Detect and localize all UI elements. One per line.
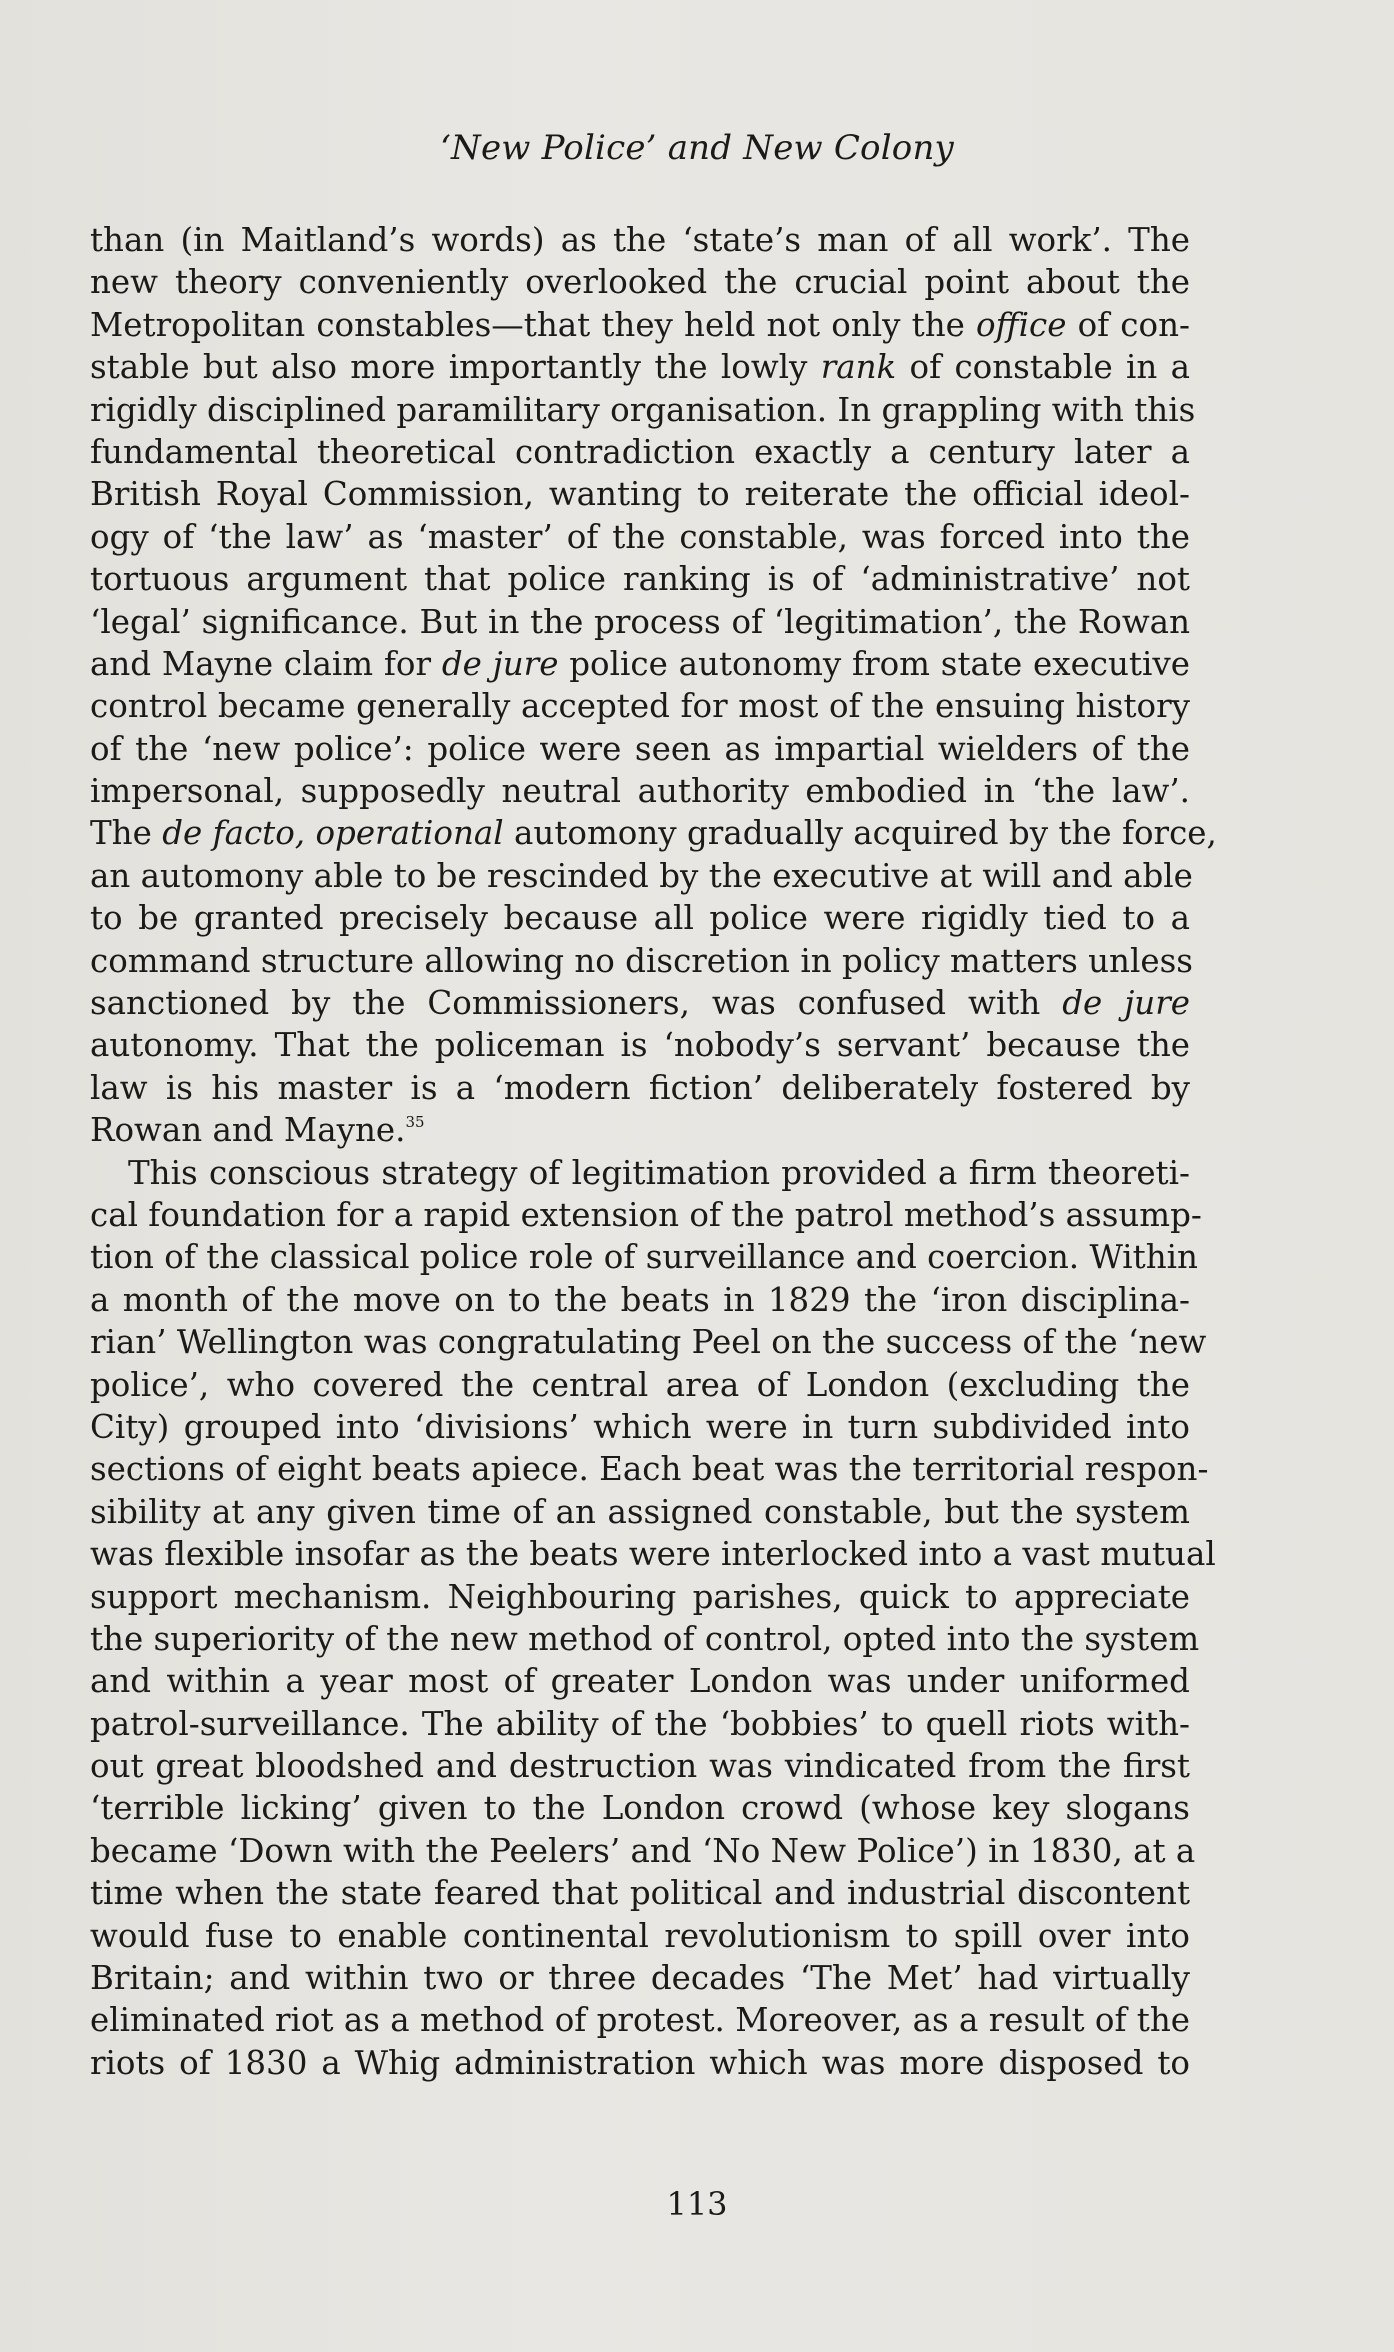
text-line xyxy=(90,728,1190,770)
text-fragment: of the ‘new police’: police were seen as impartial wielders of the xyxy=(90,729,1190,768)
text-fragment: ‘legal’ significance. But in the process of ‘legitimation’, the Rowan xyxy=(90,602,1190,641)
text-fragment: British Royal Commission, wanting to reiterate the official ideol- xyxy=(90,475,1190,514)
text-line xyxy=(90,304,1190,346)
text-line xyxy=(90,1660,1190,1702)
text-line xyxy=(90,1152,1190,1194)
paragraph xyxy=(90,219,1217,1152)
text-fragment: Rowan and Mayne. xyxy=(90,1111,406,1150)
text-line xyxy=(90,940,1193,982)
text-line xyxy=(90,516,1190,558)
text-fragment: The xyxy=(90,814,163,853)
text-line xyxy=(90,685,1190,727)
text-fragment: stable but also more importantly the lowly xyxy=(90,348,821,387)
text-fragment: control became generally accepted for most of the ensuing history xyxy=(90,687,1190,726)
text-fragment: City) grouped into ‘divisions’ which were in turn subdivided into xyxy=(90,1407,1190,1446)
text-line xyxy=(90,431,1190,473)
italic-text: office xyxy=(976,305,1067,344)
text-line xyxy=(90,1448,1209,1490)
text-fragment: was flexible insofar as the beats were interlocked into a vast mutual xyxy=(90,1535,1216,1574)
text-fragment: and Mayne claim for xyxy=(90,644,442,683)
italic-text: de jure xyxy=(1062,984,1190,1023)
text-fragment: command structure allowing no discretion in policy matters unless xyxy=(90,941,1193,980)
text-fragment: support mechanism. Neighbouring parishes, quick to appreciate xyxy=(90,1577,1190,1616)
text-line xyxy=(90,1957,1190,1999)
text-fragment: new theory conveniently overlooked the crucial point about the xyxy=(90,263,1190,302)
text-fragment: law is his master is a ‘modern fiction’ deliberately fostered by xyxy=(90,1068,1190,1107)
text-fragment: sections of eight beats apiece. Each beat was the territorial respon- xyxy=(90,1450,1209,1489)
text-fragment: eliminated riot as a method of protest. Moreover, as a result of the xyxy=(90,2001,1191,2040)
text-line xyxy=(90,1915,1190,1957)
text-fragment: tion of the classical police role of surveillance and coercion. Within xyxy=(90,1238,1198,1277)
text-line xyxy=(90,855,1193,897)
text-line xyxy=(90,643,1190,685)
text-fragment: Metropolitan constables—that they held not only the xyxy=(90,305,976,344)
text-line xyxy=(90,1279,1190,1321)
text-fragment: became ‘Down with the Peelers’ and ‘No New Police’) in 1830, at a xyxy=(90,1831,1196,1870)
text-fragment: impersonal, supposedly neutral authority embodied in ‘the law’. xyxy=(90,772,1190,811)
paragraph xyxy=(90,1152,1216,2085)
text-fragment: to be granted precisely because all police were rigidly tied to a xyxy=(90,899,1190,938)
text-line xyxy=(90,1999,1190,2041)
text-line xyxy=(90,1618,1200,1660)
text-fragment: and within a year most of greater London was under uniformed xyxy=(90,1662,1190,1701)
text-line xyxy=(90,1703,1190,1745)
text-line xyxy=(90,1872,1190,1914)
text-fragment: sibility at any given time of an assigned constable, but the system xyxy=(90,1492,1190,1531)
text-fragment: rian’ Wellington was congratulating Peel on the success of the ‘new xyxy=(90,1323,1207,1362)
text-line xyxy=(90,1745,1190,1787)
text-line xyxy=(90,1406,1190,1448)
text-line xyxy=(90,982,1190,1024)
text-line xyxy=(90,389,1196,431)
text-line xyxy=(90,346,1190,388)
text-line xyxy=(90,1067,1190,1109)
footnote-marker: 35 xyxy=(405,1113,425,1132)
text-line xyxy=(90,1364,1190,1406)
text-line xyxy=(90,812,1217,854)
text-fragment: Britain; and within two or three decades ‘The Met’ had virtually xyxy=(90,1959,1190,1998)
text-fragment: would fuse to enable continental revolutionism to spill over into xyxy=(90,1916,1190,1955)
italic-text: rank xyxy=(820,348,897,387)
text-fragment: riots of 1830 a Whig administration which was more disposed to xyxy=(90,2043,1190,2082)
text-line xyxy=(90,1830,1196,1872)
text-fragment: sanctioned by the Commissioners, was confused with xyxy=(90,984,1063,1023)
text-fragment: tortuous argument that police ranking is of ‘administrative’ not xyxy=(90,560,1190,599)
text-fragment: patrol-surveillance. The ability of the ‘bobbies’ to quell riots with- xyxy=(90,1704,1190,1743)
text-fragment: than (in Maitland’s words) as the ‘state’s man of all work’. The xyxy=(90,221,1190,259)
text-line xyxy=(90,1024,1190,1066)
italic-text: de facto, operational xyxy=(162,814,504,853)
text-line xyxy=(90,2042,1190,2084)
text-fragment: autonomy. That the policeman is ‘nobody’s servant’ because the xyxy=(90,1026,1190,1065)
text-line xyxy=(90,1109,1190,1151)
page-number: 113 xyxy=(666,2185,728,2223)
text-fragment: an automony able to be rescinded by the executive at will and able xyxy=(90,856,1193,895)
text-line xyxy=(90,897,1190,939)
text-line xyxy=(90,770,1190,812)
text-line xyxy=(90,1236,1198,1278)
text-line xyxy=(90,219,1190,261)
text-line xyxy=(90,1321,1207,1363)
text-fragment: of constable in a xyxy=(896,348,1191,387)
text-line xyxy=(90,558,1190,600)
text-line xyxy=(90,1787,1190,1829)
text-fragment: out great bloodshed and destruction was vindicated from the first xyxy=(90,1747,1190,1786)
text-fragment: police autonomy from state executive xyxy=(558,644,1190,683)
text-fragment: police’, who covered the central area of London (excluding the xyxy=(90,1365,1190,1404)
text-fragment: ogy of ‘the law’ as ‘master’ of the constable, was forced into the xyxy=(90,517,1190,556)
text-fragment: fundamental theoretical contradiction exactly a century later a xyxy=(90,432,1190,471)
text-fragment: automony gradually acquired by the force, xyxy=(503,814,1217,853)
text-fragment: a month of the move on to the beats in 1829 the ‘iron disciplina- xyxy=(90,1280,1190,1319)
italic-text: de jure xyxy=(441,644,559,683)
text-line xyxy=(90,1576,1190,1618)
text-fragment: This conscious strategy of legitimation provided a firm theoreti- xyxy=(128,1153,1190,1192)
text-fragment: time when the state feared that political and industrial discontent xyxy=(90,1874,1190,1913)
text-line xyxy=(90,601,1190,643)
text-fragment: rigidly disciplined paramilitary organisation. In grappling with this xyxy=(90,390,1196,429)
text-fragment: ‘terrible licking’ given to the London crowd (whose key slogans xyxy=(90,1789,1190,1828)
running-head: ‘New Police’ and New Colony xyxy=(440,128,954,168)
text-line xyxy=(90,1491,1190,1533)
text-line xyxy=(90,1194,1202,1236)
body-text xyxy=(90,219,1217,2084)
text-line xyxy=(90,473,1190,515)
text-fragment: of con- xyxy=(1066,305,1190,344)
text-line xyxy=(90,261,1190,303)
text-line xyxy=(90,1533,1216,1575)
text-fragment: cal foundation for a rapid extension of the patrol method’s assump- xyxy=(90,1195,1202,1234)
text-fragment: the superiority of the new method of control, opted into the system xyxy=(90,1619,1200,1658)
